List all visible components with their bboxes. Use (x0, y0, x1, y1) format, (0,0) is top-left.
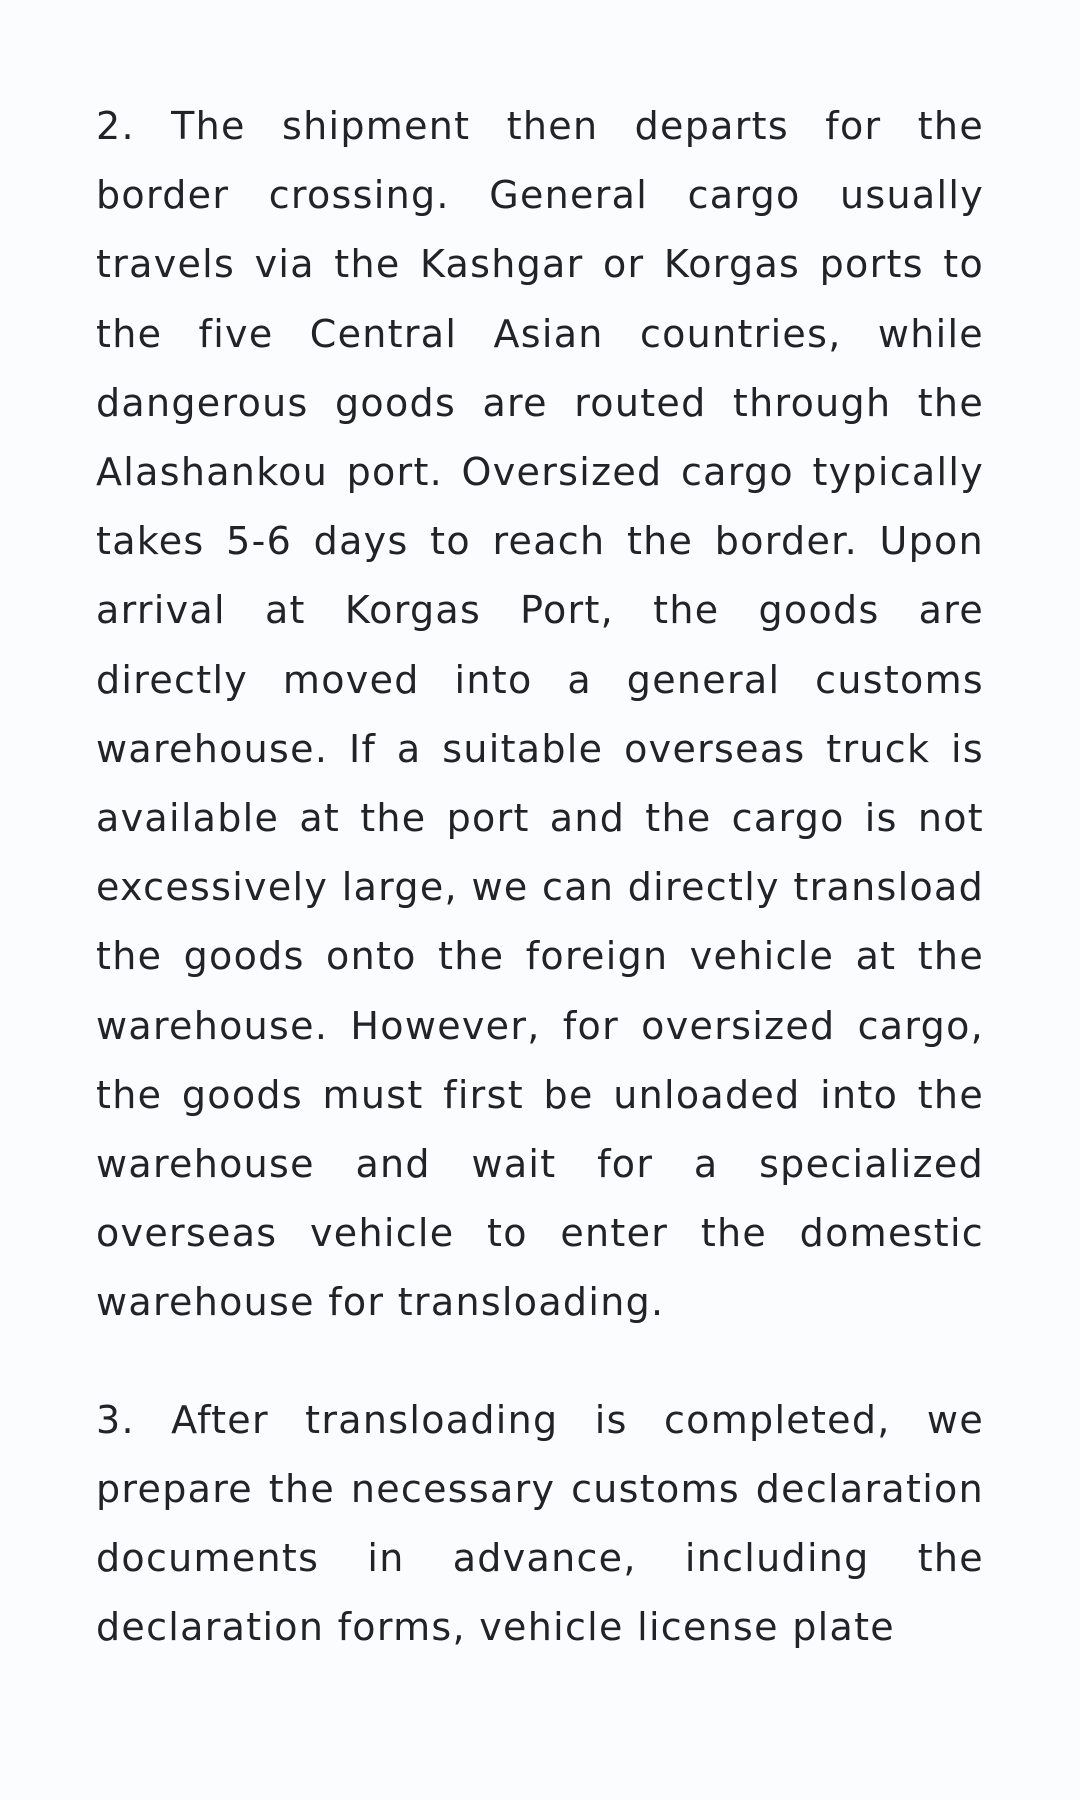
paragraph-customs-declaration: 3. After transloading is completed, we prepare the necessary customs declaration documents in advance, including the declaration forms, vehicle license plate (96, 1397, 984, 1650)
paragraph-border-crossing: 2. The shipment then departs for the border crossing. General cargo usually travels via the Kashgar or Korgas ports to the five Central Asian countries, while dangerous goods are routed through the Alashankou port. Oversized cargo typically takes 5-6 days to reach the border. Upon arrival at Korgas Port, the goods are directly moved into a general customs warehouse. If a suitable overseas truck is available at the port and the cargo is not excessively large, we can directly transload the goods onto the foreign vehicle at the warehouse. However, for oversized cargo, the goods must first be unloaded into the warehouse and wait for a specialized overseas vehicle to enter the domestic warehouse for transloading. (96, 104, 984, 1325)
article-body (96, 92, 984, 1662)
